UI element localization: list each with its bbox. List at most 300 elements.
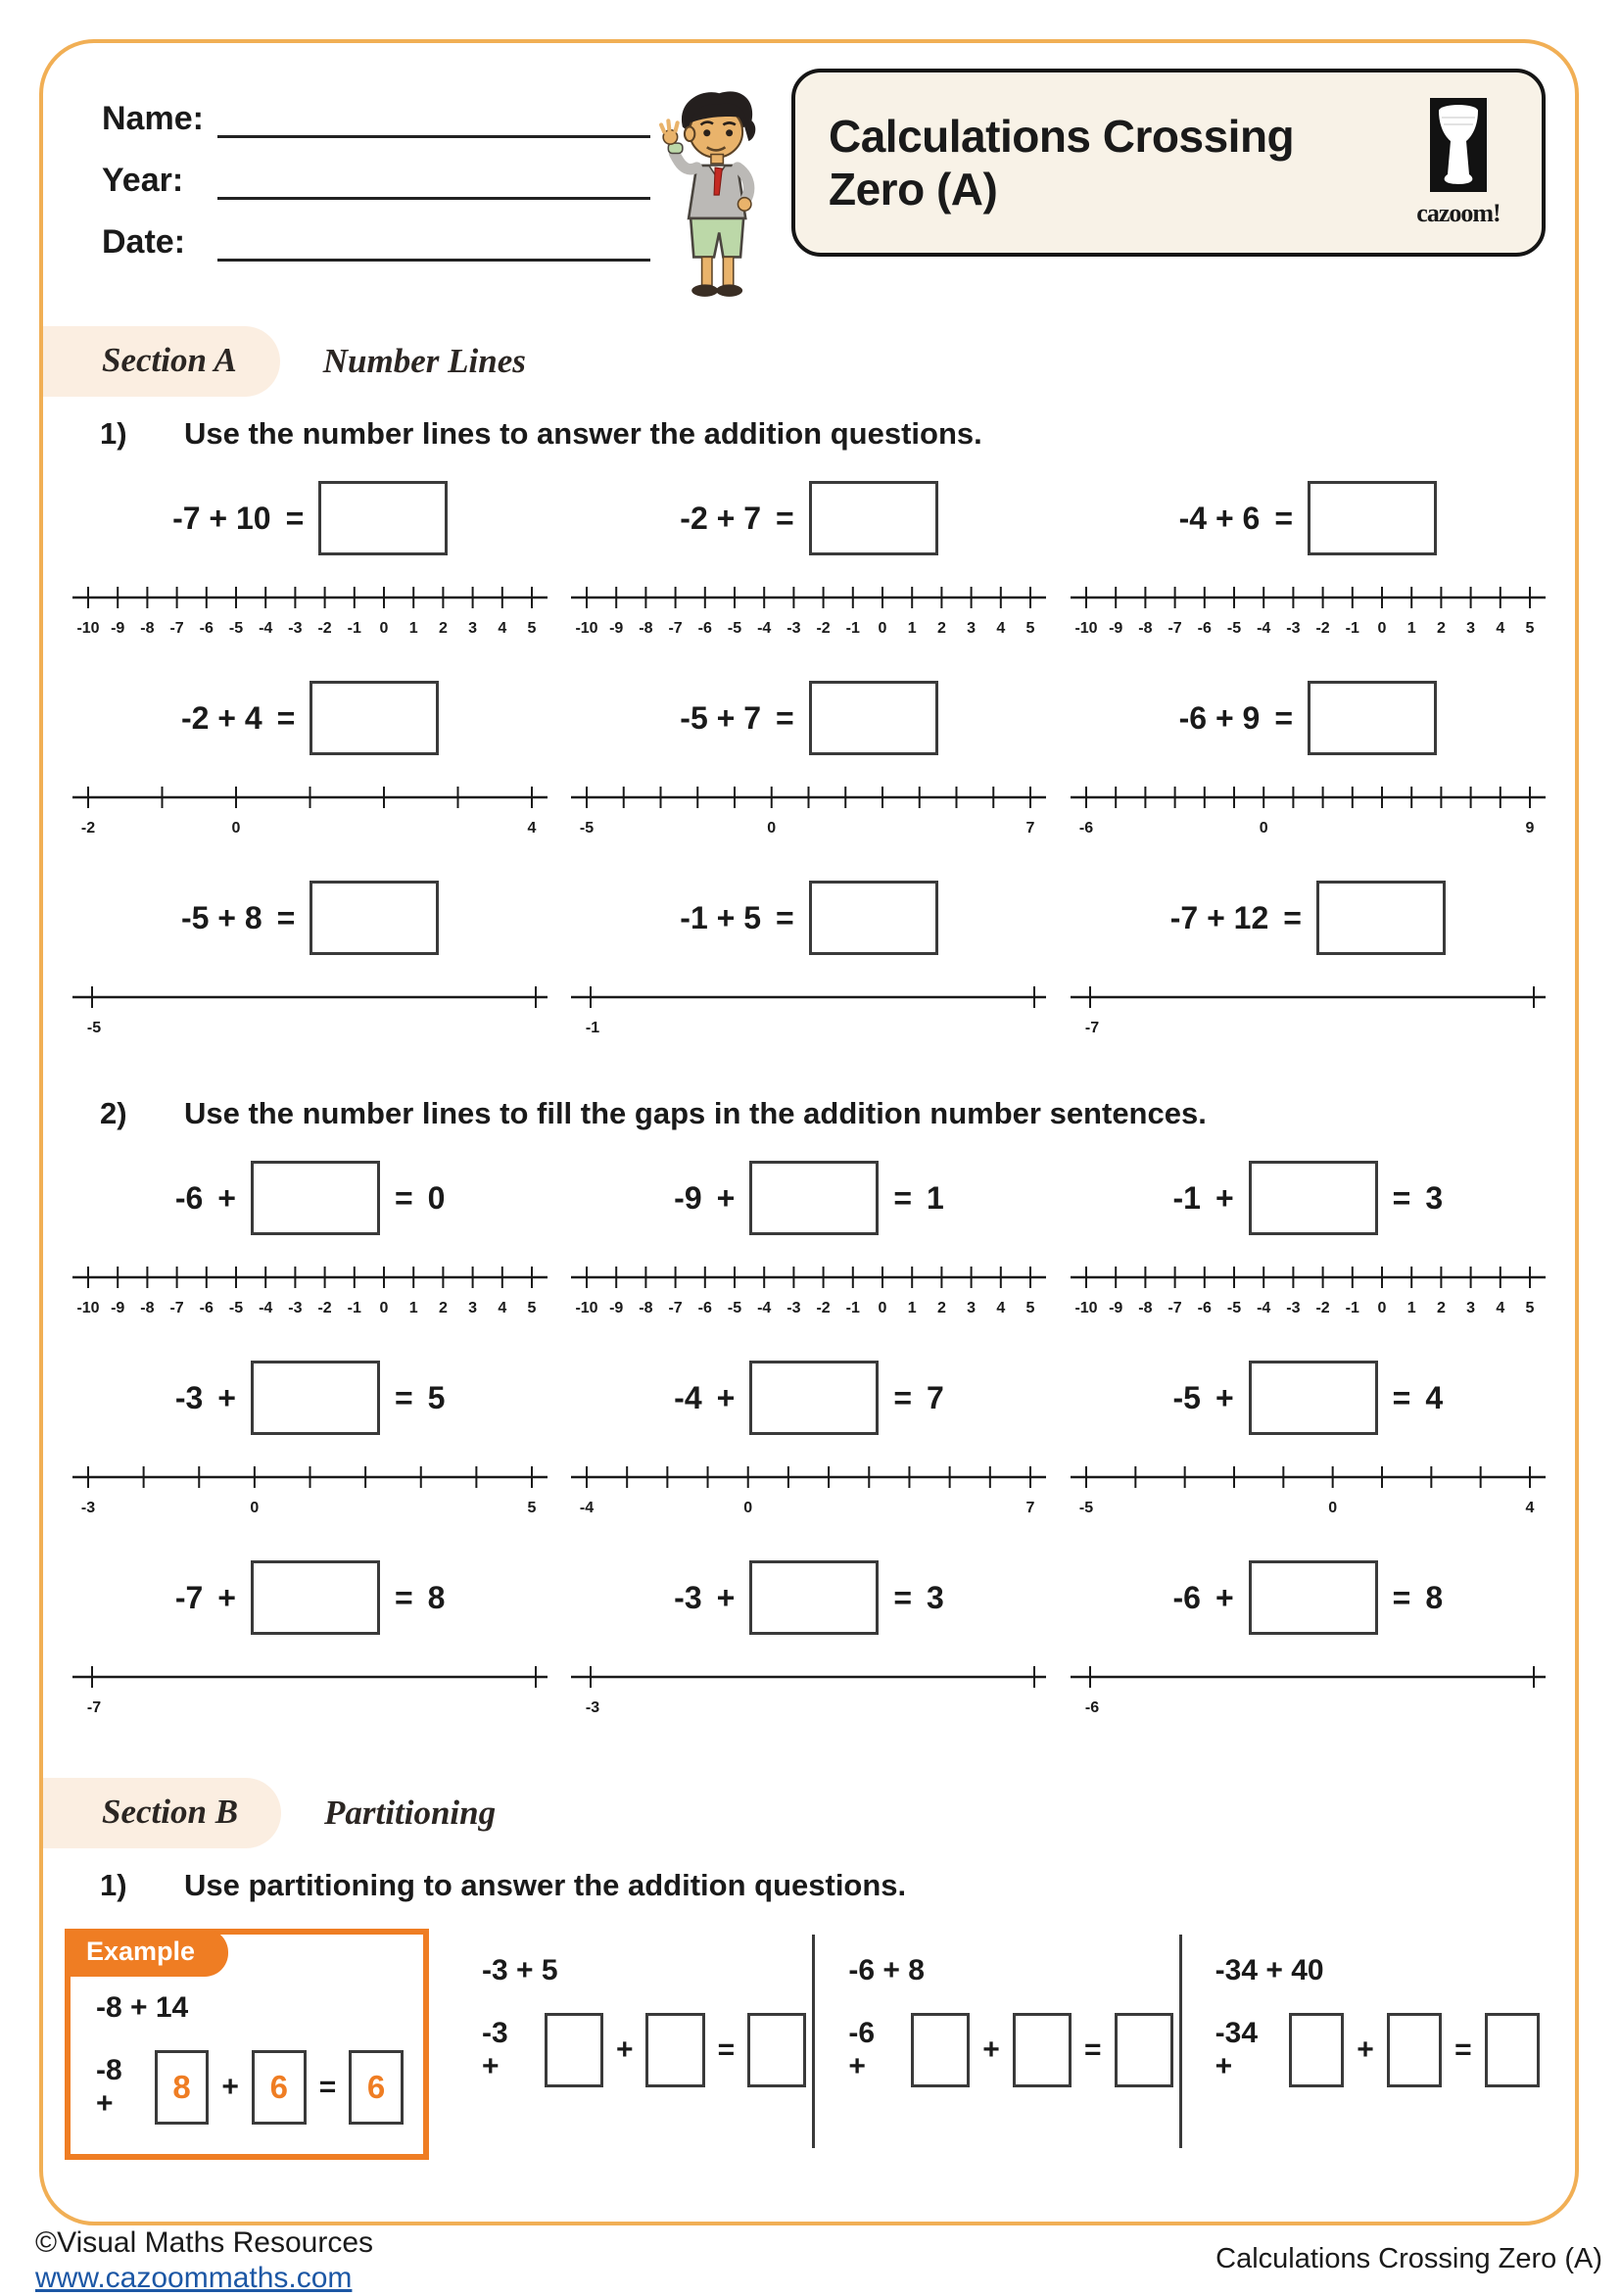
equation (1173, 1157, 1444, 1239)
footer-left (35, 2225, 373, 2296)
q2-problem (72, 1357, 548, 1517)
q2-problem (571, 1357, 1046, 1517)
q2-problem (1071, 1357, 1546, 1517)
svg-text:1: 1 (408, 1300, 418, 1316)
svg-text:-4: -4 (259, 620, 273, 637)
q1-prompt (100, 416, 1546, 452)
svg-text:-7: -7 (1167, 620, 1182, 637)
svg-text:-5: -5 (1226, 1300, 1241, 1316)
expression: -5 + 7 (680, 699, 761, 736)
name-label: Name: (102, 100, 204, 137)
expression: -2 + 7 (680, 500, 761, 536)
svg-text:-6: -6 (698, 620, 713, 637)
copyright-text: ©Visual Maths Resources (35, 2226, 374, 2259)
year-field-row (102, 162, 650, 200)
svg-text:-1: -1 (846, 1300, 861, 1316)
result-term: 3 (927, 1579, 944, 1615)
q1-grid (72, 477, 1546, 1076)
svg-text:-7: -7 (169, 1300, 184, 1316)
equals-sign: = (717, 2033, 736, 2066)
number-line (1071, 781, 1546, 837)
answer-box[interactable] (749, 1560, 879, 1635)
q2-number: 2) (100, 1096, 127, 1130)
equation (680, 477, 937, 559)
equation (1179, 677, 1437, 759)
svg-text:1: 1 (908, 620, 918, 637)
answer-box-filled: 6 (349, 2050, 404, 2125)
worksheet-frame (39, 39, 1579, 2225)
svg-text:0: 0 (879, 1300, 887, 1316)
svg-text:2: 2 (937, 620, 947, 637)
svg-text:3: 3 (967, 620, 977, 637)
equals-sign: = (394, 1579, 413, 1615)
svg-text:-3: -3 (786, 620, 802, 637)
number-line (72, 1660, 548, 1717)
equals-sign: = (893, 1379, 912, 1415)
equals-sign: = (318, 2071, 337, 2103)
svg-text:-2: -2 (816, 620, 832, 637)
section-b-row (43, 1778, 1546, 1848)
answer-box[interactable] (1316, 881, 1446, 955)
example-box (65, 1929, 429, 2160)
equals-sign: = (776, 899, 794, 935)
answer-box[interactable] (1485, 2013, 1540, 2087)
svg-text:9: 9 (1525, 820, 1535, 837)
equation (680, 877, 937, 959)
svg-text:0: 0 (743, 1500, 753, 1516)
svg-text:-2: -2 (81, 820, 96, 837)
equation (674, 1357, 944, 1439)
svg-text:3: 3 (967, 1300, 977, 1316)
equals-sign: = (1274, 500, 1294, 536)
equation (172, 477, 448, 559)
equals-sign: = (1392, 1379, 1411, 1415)
svg-text:4: 4 (996, 1300, 1006, 1316)
svg-text:-3: -3 (288, 1300, 303, 1316)
lead-term: -6 + (848, 2017, 876, 2082)
plus-sign: + (1215, 1179, 1234, 1216)
lead-term: -6 (1172, 1579, 1201, 1615)
section-b-heading: Partitioning (324, 1794, 497, 1832)
svg-text:-8: -8 (639, 620, 654, 637)
result-term: 8 (427, 1579, 446, 1615)
result-term: 5 (427, 1379, 446, 1415)
lead-term: -34 + (1215, 2017, 1259, 2082)
svg-text:-7: -7 (668, 1300, 684, 1316)
svg-text:-2: -2 (1315, 1300, 1330, 1316)
header (72, 69, 1546, 305)
svg-text:-5: -5 (728, 1300, 742, 1316)
svg-text:4: 4 (1496, 1300, 1505, 1316)
answer-box[interactable] (1013, 2013, 1072, 2087)
name-input-line[interactable] (217, 100, 650, 138)
number-line (1071, 981, 1546, 1037)
svg-text:4: 4 (498, 620, 507, 637)
svg-text:-10: -10 (575, 1300, 599, 1316)
q1-number: 1) (100, 416, 127, 451)
equation (181, 877, 439, 959)
svg-text:-9: -9 (111, 1300, 125, 1316)
svg-text:4: 4 (527, 820, 537, 837)
example-equation (96, 2050, 404, 2125)
svg-text:-4: -4 (1256, 620, 1271, 637)
svg-text:0: 0 (1377, 1300, 1387, 1316)
answer-box[interactable] (1308, 481, 1437, 555)
svg-text:-7: -7 (1084, 1020, 1099, 1036)
answer-box[interactable] (749, 1161, 879, 1235)
equation (1173, 1556, 1444, 1639)
answer-box[interactable] (318, 481, 448, 555)
svg-text:-3: -3 (586, 1699, 600, 1716)
svg-text:-9: -9 (111, 620, 125, 637)
svg-text:5: 5 (527, 1300, 537, 1316)
footer-doc-title: Calculations Crossing Zero (A) (1215, 2243, 1602, 2274)
answer-box[interactable] (809, 481, 938, 555)
number-line (571, 1660, 1046, 1717)
equals-sign: = (285, 500, 305, 536)
answer-box[interactable] (1249, 1560, 1378, 1635)
lead-term: -5 (1172, 1379, 1201, 1415)
q2-problem (1071, 1556, 1546, 1717)
svg-text:-5: -5 (1078, 1500, 1093, 1516)
q2-prompt (100, 1096, 1546, 1131)
svg-text:-2: -2 (317, 620, 332, 637)
equals-sign: = (1392, 1179, 1411, 1216)
number-line (1071, 1261, 1546, 1317)
svg-text:2: 2 (439, 620, 449, 637)
equals-sign: = (893, 1179, 912, 1216)
name-field-row (102, 100, 650, 138)
lead-term: -3 (174, 1379, 204, 1415)
svg-text:-5: -5 (229, 1300, 244, 1316)
svg-text:-10: -10 (1074, 620, 1098, 637)
svg-text:-1: -1 (1345, 620, 1359, 637)
q1-problem (571, 477, 1046, 638)
equation (175, 1556, 446, 1639)
svg-text:-10: -10 (76, 1300, 100, 1316)
svg-text:5: 5 (1026, 620, 1035, 637)
lead-term: -3 (674, 1579, 702, 1615)
expression: -5 + 8 (180, 899, 262, 935)
svg-text:3: 3 (468, 620, 478, 637)
svg-text:5: 5 (1525, 1300, 1535, 1316)
answer-box[interactable] (310, 881, 439, 955)
svg-text:0: 0 (1377, 620, 1387, 637)
svg-text:4: 4 (498, 1300, 507, 1316)
result-term: 8 (1425, 1579, 1444, 1615)
expression: -2 + 4 (180, 699, 262, 736)
equation (175, 1357, 446, 1439)
worksheet-title (829, 110, 1401, 216)
lead-term: -4 (674, 1379, 702, 1415)
svg-text:-5: -5 (580, 820, 595, 837)
answer-box[interactable] (251, 1560, 380, 1635)
svg-text:-6: -6 (1084, 1699, 1099, 1716)
svg-text:-2: -2 (317, 1300, 332, 1316)
equation (1215, 2013, 1540, 2087)
svg-text:-6: -6 (1197, 620, 1212, 637)
answer-box[interactable] (645, 2013, 704, 2087)
svg-text:-3: -3 (288, 620, 303, 637)
svg-text:-7: -7 (668, 620, 684, 637)
equals-sign: = (394, 1379, 413, 1415)
answer-box[interactable] (749, 1361, 879, 1435)
section-b-badge: Section B (43, 1778, 281, 1848)
equation (1179, 477, 1437, 559)
djembe-drum-icon (1430, 98, 1487, 192)
plus-sign: + (217, 1379, 236, 1415)
title-line-2: Zero (A) (829, 164, 998, 215)
q3-prompt-text: Use partitioning to answer the addition questions. (184, 1868, 907, 1902)
q1-problem (72, 877, 548, 1037)
equals-sign: = (776, 500, 794, 536)
q1-problem (1071, 877, 1546, 1037)
boy-mascot-illustration (650, 86, 776, 305)
equals-sign: = (394, 1179, 413, 1216)
svg-text:5: 5 (1525, 620, 1535, 637)
equation (680, 677, 937, 759)
svg-text:0: 0 (1259, 820, 1268, 837)
plus-sign: + (716, 1179, 736, 1216)
svg-text:-6: -6 (698, 1300, 713, 1316)
svg-text:1: 1 (1406, 620, 1416, 637)
q2-problem (571, 1157, 1046, 1317)
svg-text:0: 0 (1328, 1500, 1337, 1516)
number-line (72, 981, 548, 1037)
year-label: Year: (102, 162, 184, 199)
answer-box[interactable] (1249, 1161, 1378, 1235)
svg-text:-5: -5 (229, 620, 244, 637)
svg-text:-5: -5 (1226, 620, 1241, 637)
svg-text:-9: -9 (609, 1300, 624, 1316)
equals-sign: = (276, 699, 296, 736)
svg-text:7: 7 (1026, 820, 1035, 837)
answer-box[interactable] (545, 2013, 603, 2087)
expression: -1 + 5 (680, 899, 761, 935)
svg-text:-3: -3 (1286, 620, 1301, 637)
svg-text:3: 3 (468, 1300, 478, 1316)
number-line (571, 781, 1046, 837)
svg-text:2: 2 (439, 1300, 449, 1316)
equation (482, 2013, 806, 2087)
svg-text:0: 0 (879, 620, 887, 637)
year-input-line[interactable] (217, 162, 650, 200)
number-line (1071, 581, 1546, 638)
svg-text:-1: -1 (1345, 1300, 1359, 1316)
result-term: 0 (427, 1179, 446, 1216)
svg-text:2: 2 (937, 1300, 947, 1316)
q1-problem (571, 677, 1046, 837)
svg-text:5: 5 (527, 620, 537, 637)
svg-text:0: 0 (250, 1500, 260, 1516)
equals-sign: = (893, 1579, 912, 1615)
lead-term: -6 (174, 1179, 204, 1216)
q1-problem (72, 677, 548, 837)
svg-text:7: 7 (1026, 1500, 1035, 1516)
lead-term: -7 (174, 1579, 204, 1615)
number-line (72, 581, 548, 638)
svg-text:5: 5 (1026, 1300, 1035, 1316)
equation (674, 1157, 944, 1239)
result-term: 3 (1425, 1179, 1444, 1216)
svg-text:-3: -3 (81, 1500, 96, 1516)
svg-text:-4: -4 (259, 1300, 273, 1316)
svg-text:1: 1 (908, 1300, 918, 1316)
cazoom-link[interactable]: www.cazoommaths.com (35, 2262, 353, 2294)
plus-sign: + (982, 2033, 1000, 2066)
equation (175, 1157, 446, 1239)
svg-text:-7: -7 (87, 1699, 102, 1716)
svg-text:3: 3 (1465, 1300, 1475, 1316)
number-line (72, 781, 548, 837)
svg-text:4: 4 (1496, 620, 1505, 637)
result-term: 4 (1425, 1379, 1444, 1415)
lead-term: -3 + (482, 2017, 508, 2082)
q2-problem (571, 1556, 1046, 1717)
svg-text:-3: -3 (786, 1300, 802, 1316)
plus-sign: + (716, 1579, 736, 1615)
svg-text:-9: -9 (1108, 1300, 1123, 1316)
svg-text:0: 0 (767, 820, 777, 837)
example-tab: Example (65, 1929, 228, 1977)
svg-text:-7: -7 (169, 620, 184, 637)
section-a-badge: Section A (43, 326, 280, 397)
equation (181, 677, 439, 759)
svg-text:4: 4 (996, 620, 1006, 637)
partitioning-row (65, 1929, 1546, 2160)
svg-text:1: 1 (408, 620, 418, 637)
answer-box[interactable] (1308, 681, 1437, 755)
partition-problems (449, 1929, 1546, 2148)
svg-text:2: 2 (1436, 1300, 1446, 1316)
equation (674, 1556, 944, 1639)
number-line (571, 981, 1046, 1037)
svg-text:-4: -4 (1256, 1300, 1271, 1316)
answer-box[interactable] (1387, 2013, 1442, 2087)
title-line-1: Calculations Crossing (829, 110, 1295, 162)
section-a-row (43, 326, 1546, 397)
svg-text:0: 0 (379, 1300, 389, 1316)
answer-box-filled: 6 (252, 2050, 307, 2125)
svg-text:-10: -10 (1074, 1300, 1098, 1316)
svg-text:-1: -1 (347, 620, 362, 637)
svg-text:4: 4 (1525, 1500, 1535, 1516)
partition-problem (449, 1929, 812, 2148)
expression: -34 + 40 (1215, 1954, 1324, 1986)
svg-text:-8: -8 (639, 1300, 654, 1316)
svg-text:-10: -10 (76, 620, 100, 637)
equation (1173, 1357, 1444, 1439)
answer-box[interactable] (251, 1161, 380, 1235)
answer-box[interactable] (251, 1361, 380, 1435)
svg-text:-5: -5 (87, 1020, 102, 1036)
svg-text:1: 1 (1406, 1300, 1416, 1316)
expression: -7 + 12 (1169, 899, 1269, 935)
expression: -6 + 8 (848, 1954, 925, 1986)
svg-text:-8: -8 (1138, 1300, 1153, 1316)
answer-box[interactable] (911, 2013, 970, 2087)
svg-text:-4: -4 (757, 1300, 772, 1316)
q2-problem (1071, 1157, 1546, 1317)
number-line (571, 581, 1046, 638)
answer-box[interactable] (1289, 2013, 1344, 2087)
svg-text:-2: -2 (1315, 620, 1330, 637)
svg-text:-4: -4 (580, 1500, 595, 1516)
answer-box[interactable] (1249, 1361, 1378, 1435)
svg-text:-2: -2 (816, 1300, 832, 1316)
svg-text:2: 2 (1436, 620, 1446, 637)
q1-problem (1071, 677, 1546, 837)
answer-box[interactable] (310, 681, 439, 755)
equals-sign: = (1392, 1579, 1411, 1615)
svg-text:0: 0 (231, 820, 241, 837)
q1-prompt-text: Use the number lines to answer the addition questions. (184, 416, 982, 451)
svg-text:-3: -3 (1286, 1300, 1301, 1316)
svg-text:-9: -9 (609, 620, 624, 637)
plus-sign: + (217, 1179, 236, 1216)
q2-prompt-text: Use the number lines to fill the gaps in the addition number sentences. (184, 1096, 1207, 1130)
svg-text:-1: -1 (586, 1020, 600, 1036)
lead-term: -8 + (96, 2054, 122, 2120)
expression: -3 + 5 (482, 1954, 558, 1986)
q2-grid (72, 1157, 1546, 1756)
plus-sign: + (1357, 2033, 1374, 2066)
answer-box[interactable] (809, 681, 938, 755)
number-line (571, 1261, 1046, 1317)
q3-number: 1) (100, 1868, 127, 1902)
svg-text:5: 5 (527, 1500, 537, 1516)
partition-problem (815, 1929, 1178, 2148)
svg-text:3: 3 (1465, 620, 1475, 637)
answer-box[interactable] (809, 881, 938, 955)
q3-prompt (100, 1868, 1546, 1903)
svg-text:-7: -7 (1167, 1300, 1182, 1316)
svg-text:-9: -9 (1108, 620, 1123, 637)
svg-text:-8: -8 (140, 1300, 155, 1316)
q1-problem (72, 477, 548, 638)
expression: -7 + 10 (172, 500, 271, 536)
date-field-row (102, 223, 650, 262)
number-line (1071, 1460, 1546, 1517)
svg-text:-4: -4 (757, 620, 772, 637)
date-input-line[interactable] (217, 223, 650, 262)
svg-text:-1: -1 (347, 1300, 362, 1316)
logo-wordmark: cazoom! (1416, 198, 1501, 227)
result-term: 1 (927, 1179, 944, 1216)
svg-text:-8: -8 (140, 620, 155, 637)
svg-text:0: 0 (379, 620, 389, 637)
svg-text:-6: -6 (199, 620, 214, 637)
partition-problem (1182, 1929, 1546, 2148)
plus-sign: + (221, 2071, 239, 2103)
svg-text:-6: -6 (199, 1300, 214, 1316)
number-line (571, 1460, 1046, 1517)
svg-text:-8: -8 (1138, 620, 1153, 637)
answer-box[interactable] (747, 2013, 806, 2087)
svg-text:-10: -10 (575, 620, 599, 637)
answer-box[interactable] (1115, 2013, 1173, 2087)
result-term: 7 (927, 1379, 944, 1415)
plus-sign: + (716, 1379, 736, 1415)
lead-term: -1 (1172, 1179, 1201, 1216)
q2-problem (72, 1157, 548, 1317)
equation (1170, 877, 1446, 959)
svg-text:-6: -6 (1078, 820, 1093, 837)
q1-problem (1071, 477, 1546, 638)
plus-sign: + (615, 2033, 634, 2066)
svg-text:-5: -5 (728, 620, 742, 637)
number-line (72, 1261, 548, 1317)
